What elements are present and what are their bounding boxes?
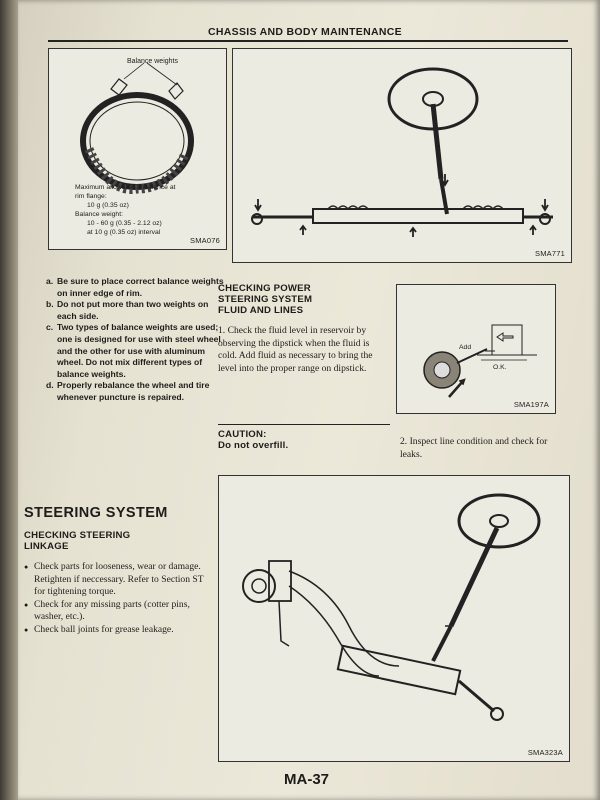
list-marker: c. <box>46 322 54 333</box>
steering-linkage-figure <box>232 48 572 263</box>
spec-line: 10 g (0.35 oz) <box>87 202 129 209</box>
header-rule <box>48 40 568 42</box>
list-item: ● Check parts for looseness, wear or damage. Retighten if neccessary. Refer to Section ST for tightening torque. <box>24 561 204 599</box>
fluid-check-step-1: 1. Check the fluid level in reservoir by observing the dipstick when the fluid is cold. Add fluid as necessary to bring the level into the proper range on dipstick. <box>218 325 373 374</box>
page-number: MA-37 <box>284 771 330 788</box>
figure-code: SMA076 <box>190 236 220 245</box>
list-item <box>46 299 224 322</box>
caution-box <box>218 424 390 451</box>
dipstick-ok-label: O.K. <box>493 364 507 371</box>
list-item-text: Do not put more than two weights on each side. <box>57 299 209 321</box>
balance-notes-list <box>46 276 224 404</box>
steering-linkage-heading <box>24 530 130 552</box>
list-item-text: Properly rebalance the wheel and tire whenever puncture is repaired. <box>57 380 210 402</box>
power-steering-illustration <box>219 476 569 761</box>
dipstick-figure <box>396 284 556 414</box>
balance-weights-label: Balance weights <box>127 58 178 65</box>
heading-line: FLUID AND LINES <box>218 305 304 316</box>
dipstick-add-label: Add <box>459 344 472 351</box>
balance-weights-figure <box>48 48 227 250</box>
figure-code: SMA323A <box>527 748 563 757</box>
balance-spec-text <box>75 183 176 237</box>
page-header-title: CHASSIS AND BODY MAINTENANCE <box>208 26 402 38</box>
heading-line: CHECKING POWER <box>218 283 311 294</box>
heading-line: CHECKING STEERING <box>24 530 131 541</box>
list-item: ● Check ball joints for grease leakage. <box>24 624 204 637</box>
spec-line: at 10 g (0.35 oz) interval <box>87 229 161 236</box>
list-marker: d. <box>46 380 54 391</box>
list-item <box>46 276 224 299</box>
list-marker: b. <box>46 299 54 310</box>
caution-text: Do not overfill. <box>218 440 289 451</box>
caution-title: CAUTION: <box>218 429 267 440</box>
list-marker: a. <box>46 276 54 286</box>
power-steering-figure <box>218 475 570 762</box>
steering-system-title: STEERING SYSTEM <box>24 505 168 521</box>
figure-code: SMA771 <box>535 249 565 258</box>
heading-line: LINKAGE <box>24 541 69 552</box>
dipstick-illustration <box>397 285 555 413</box>
spec-line: Maximum allowable unbalance at <box>75 184 176 191</box>
heading-line: STEERING SYSTEM <box>218 294 313 305</box>
list-item-text: Be sure to place correct balance weights on inner edge of rim. <box>57 276 224 298</box>
list-item <box>46 322 224 380</box>
spec-line: Balance weight: <box>75 211 123 218</box>
manual-page <box>18 0 600 800</box>
power-steering-heading <box>218 283 312 316</box>
list-item <box>46 380 224 403</box>
line-check-step-2: 2. Inspect line condition and check for leaks. <box>400 436 548 460</box>
list-item: ● Check for any missing parts (cotter pins, washer, etc.). <box>24 599 204 624</box>
list-item-text: Two types of balance weights are used; one is designed for use with steel wheel and the other for use with aluminum wheel. Do not mix different types of balance weights. <box>57 322 221 379</box>
spec-line: 10 - 60 g (0.35 - 2.12 oz) <box>87 220 162 227</box>
figure-code: SMA197A <box>513 400 549 409</box>
steering-linkage-bullets <box>24 561 204 637</box>
spec-line: rim flange: <box>75 193 107 200</box>
steering-column-illustration <box>233 49 571 262</box>
